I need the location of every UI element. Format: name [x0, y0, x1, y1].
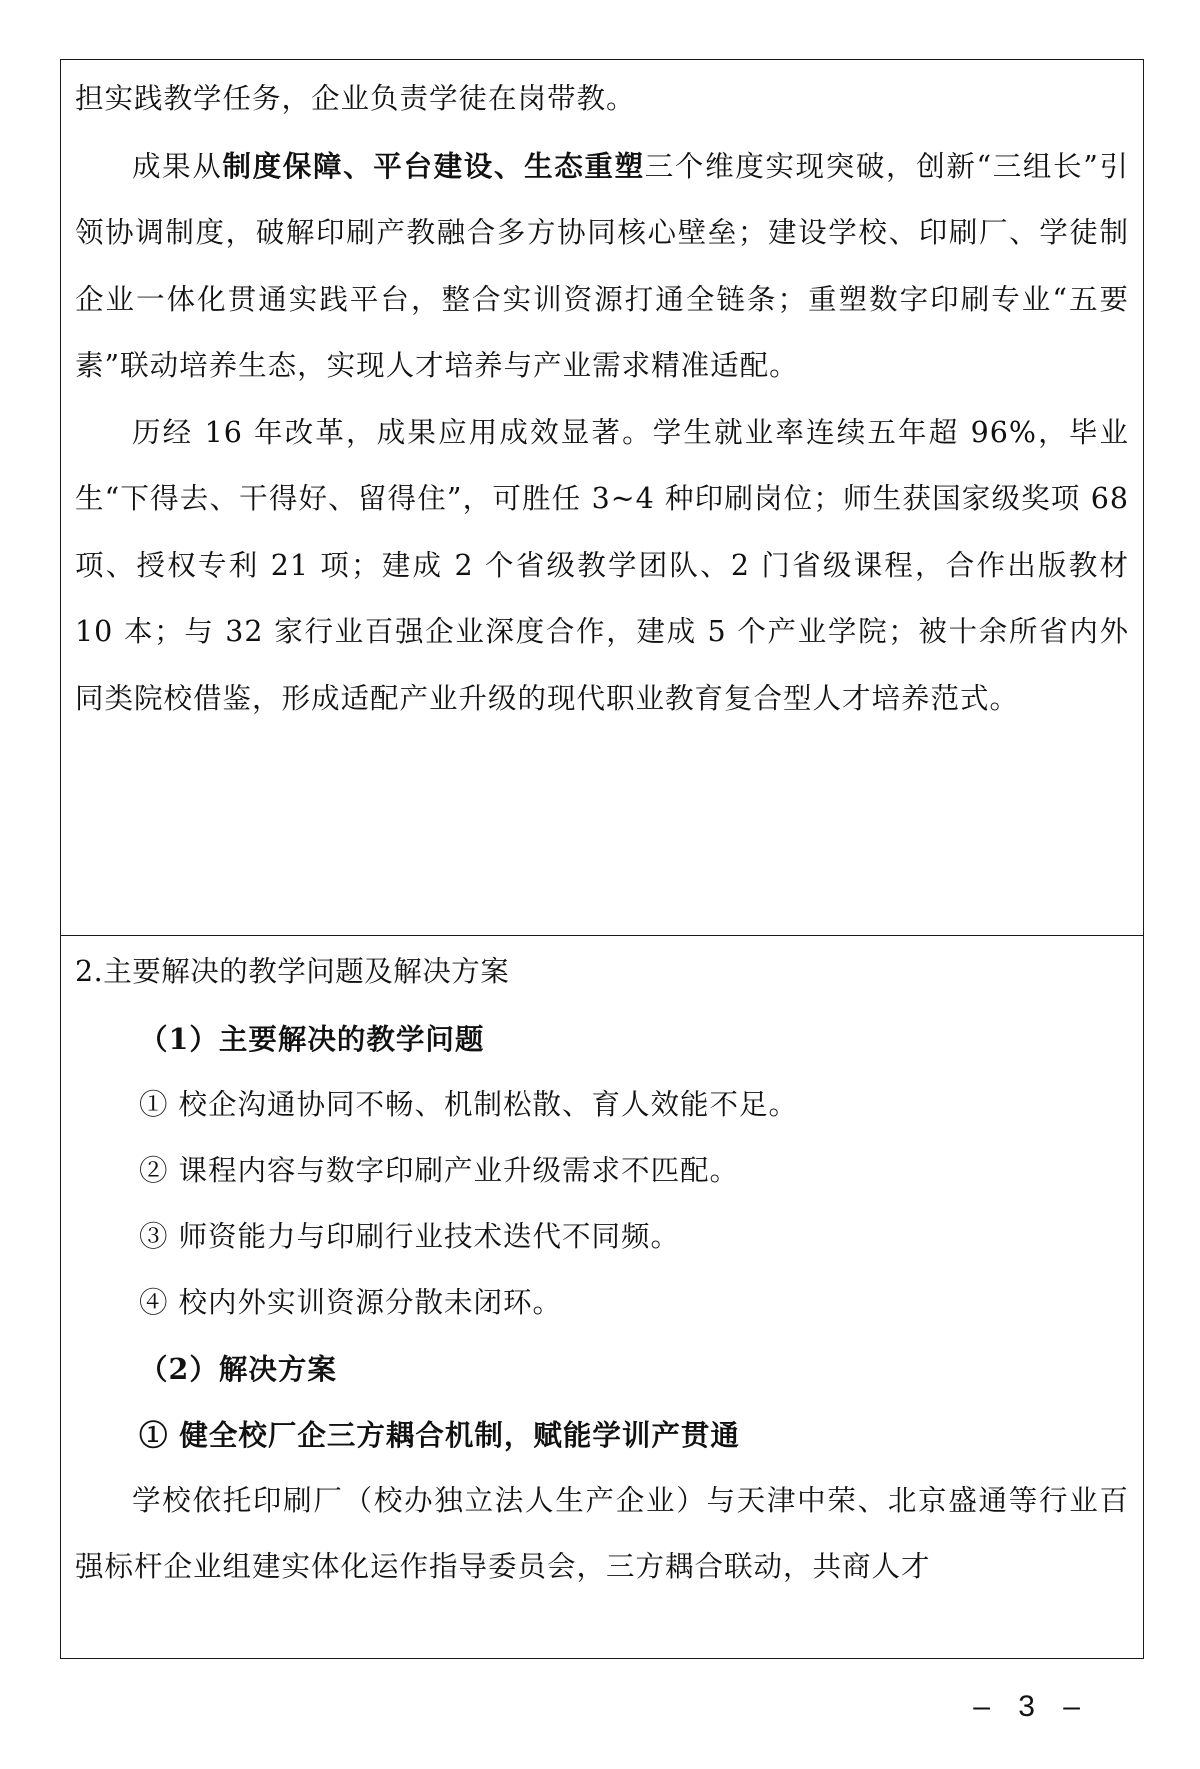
solutions-heading: （2）解决方案	[139, 1352, 337, 1386]
problems-heading: （1）主要解决的教学问题	[139, 1022, 485, 1056]
dimensions-bold: 制度保障、平台建设、生态重塑	[222, 148, 645, 183]
summary-text	[75, 66, 1129, 732]
dimensions-rest: 三个维度实现突破，创新“三组长”引领协调制度，破解印刷产教融合多方协同核心壁垒；建设学校、印刷厂、学徒制企业一体化贯通实践平台，整合实训资源打通全链条；重塑数字印刷专业“五要素”联动培养生态，实现人才培养与产业需求精准适配。	[75, 149, 1129, 382]
document-table	[60, 59, 1144, 1659]
problem-item: ① 校企沟通协同不畅、机制松散、育人效能不足。	[139, 1088, 799, 1121]
results-paragraph: 历经 16 年改革，成果应用成效显著。学生就业率连续五年超 96%，毕业生“下得去、干得好、留得住”，可胜任 3~4 种印刷岗位；师生获国家级奖项 68 项、授权专利 21 项；建成 2 个省级教学团队、2 门省级课程，合作出版教材 10 本；与 32 家行业百强企业深度合作，建成 5 个产业学院；被十余所省内外同类院校借鉴，形成适配产业升级的现代职业教育复合型人才培养范式。	[75, 415, 1129, 715]
summary-cell	[61, 60, 1143, 936]
solution1-heading: ① 健全校厂企三方耦合机制，赋能学训产贯通	[139, 1418, 740, 1452]
problem-item: ③ 师资能力与印刷行业技术迭代不同频。	[139, 1220, 681, 1253]
problems-solutions-text	[75, 1006, 1129, 1600]
dimensions-prefix: 成果从	[132, 149, 223, 183]
problems-solutions-cell	[61, 936, 1143, 1658]
solution1-body: 学校依托印刷厂（校办独立法人生产企业）与天津中荣、北京盛通等行业百强标杆企业组建实体化运作指导委员会，三方耦合联动，共商人才	[75, 1484, 1129, 1583]
dimensions-paragraph	[75, 133, 1129, 400]
section-title: 2.主要解决的教学问题及解决方案	[75, 955, 510, 988]
problem-item: ② 课程内容与数字印刷产业升级需求不匹配。	[139, 1154, 740, 1187]
problem-item: ④ 校内外实训资源分散未闭环。	[139, 1286, 563, 1319]
page-number: – 3 –	[973, 1690, 1090, 1723]
continuation-paragraph: 担实践教学任务，企业负责学徒在岗带教。	[75, 82, 636, 115]
